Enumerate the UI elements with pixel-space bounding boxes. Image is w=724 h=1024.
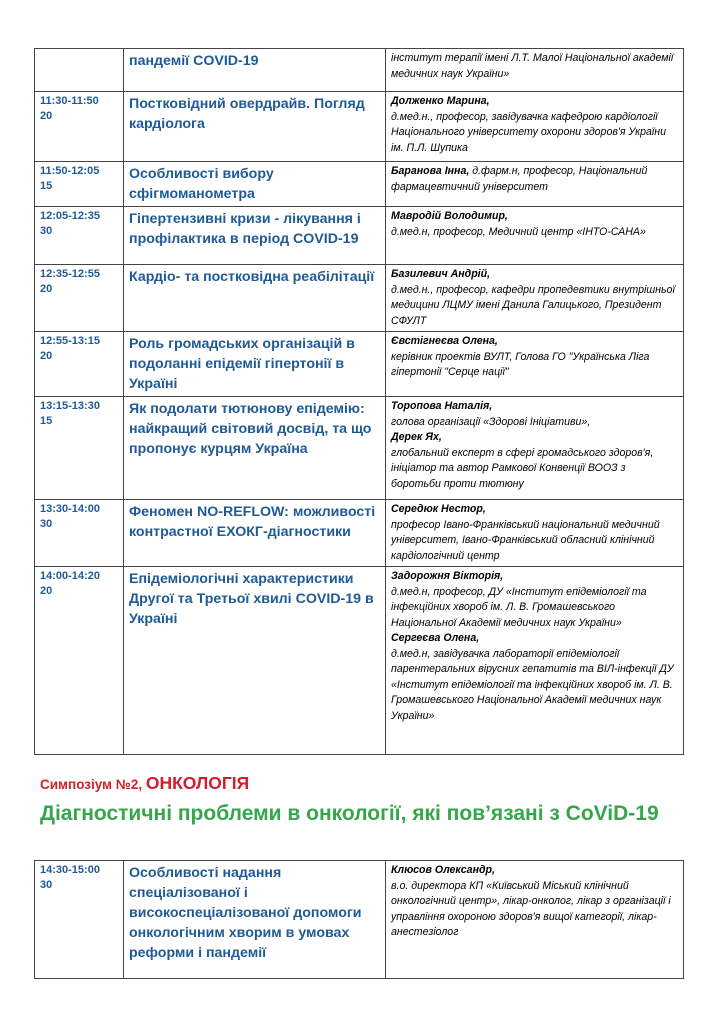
time-range: 14:30-15:00 [40, 864, 100, 876]
duration-minutes: 15 [40, 180, 53, 192]
speaker-name: Долженко Марина, [391, 95, 490, 107]
time-slot [35, 207, 124, 265]
speaker-affiliation: інститут терапії імені Л.Т. Малої Національної академії медичних наук України» [391, 52, 674, 80]
talk-topic: Епідеміологічні характеристики Другої та Третьої хвилі COVID-19 в Україні [124, 567, 386, 755]
duration-minutes: 30 [40, 879, 53, 891]
time-range: 13:15-13:30 [40, 400, 100, 412]
symposium-title: Діагностичні проблеми в онкології, які пов’язані з CoViD-19 [40, 802, 659, 825]
speaker-affiliation: д.мед.н, завідувачка лабораторії епідеміології парентеральних вірусних гепатитів та ВІЛ-інфекції ДУ «Інститут епідеміології та інфекційних хвороб ім. Л. В. Громашевського Національної Академії медичних наук України» [391, 647, 674, 722]
program-table-cardiology [34, 48, 684, 755]
speaker-affiliation: голова організації «Здорові Ініціативи», [391, 415, 591, 428]
time-slot [35, 162, 124, 207]
time-range: 13:30-14:00 [40, 503, 100, 515]
duration-minutes: 20 [40, 585, 53, 597]
speaker-affiliation: д.мед.н, професор, ДУ «Інститут епідеміології та інфекційних хвороб ім. Л. В. Громашевського Національної Академії медичних наук України» [391, 585, 647, 629]
speaker-name: Середюк Нестор, [391, 503, 486, 515]
symposium-label: Симпозіум №2, ОНКОЛОГІЯ [40, 773, 250, 793]
speakers-cell [386, 162, 684, 207]
speaker-name: Клюсов Олександр, [391, 864, 495, 876]
time-slot [35, 861, 124, 979]
program-row [35, 92, 684, 162]
time-range: 12:55-13:15 [40, 335, 100, 347]
speaker [391, 334, 678, 381]
speaker-name: Сергеєва Олена, [391, 632, 480, 644]
speaker [391, 502, 678, 564]
talk-topic: Гіпертензивні кризи - лікування і профілактика в період COVID-19 [124, 207, 386, 265]
speaker-name: Задорожня Вікторія, [391, 570, 504, 582]
talk-topic: Особливості вибору сфігмоманометра [124, 162, 386, 207]
talk-topic: Особливості надання спеціалізованої і високоспеціалізованої допомоги онкологічним хворим в умовах реформи і пандемії [124, 861, 386, 979]
time-slot [35, 92, 124, 162]
speaker-name: Дерек Ях, [391, 431, 442, 443]
speaker [391, 164, 678, 195]
program-row [35, 861, 684, 979]
speaker-name: Базилевич Андрій, [391, 268, 491, 280]
program-row [35, 162, 684, 207]
program-row [35, 49, 684, 92]
talk-topic: пандемії COVID-19 [124, 49, 386, 92]
talk-topic: Постковідний овердрайв. Погляд кардіолога [124, 92, 386, 162]
speaker [391, 51, 678, 82]
speaker-affiliation: керівник проектів ВУЛТ, Голова ГО "Українська Ліга гіпертонії "Серце нації" [391, 350, 650, 378]
symposium-name: ОНКОЛОГІЯ [145, 773, 250, 793]
speaker-name: Торопова Наталія, [391, 400, 493, 412]
duration-minutes: 20 [40, 283, 53, 295]
speaker [391, 430, 678, 492]
speakers-cell [386, 500, 684, 567]
speakers-cell [386, 207, 684, 265]
program-row [35, 207, 684, 265]
talk-topic: Феномен NO-REFLOW: можливості контрастної ЕХОКГ-діагностики [124, 500, 386, 567]
speaker [391, 399, 678, 430]
program-row [35, 567, 684, 755]
program-row [35, 265, 684, 332]
speakers-cell [386, 567, 684, 755]
program-row [35, 397, 684, 500]
speakers-cell [386, 397, 684, 500]
program-row [35, 500, 684, 567]
time-slot [35, 500, 124, 567]
speaker-affiliation: д.мед.н., професор, кафедри пропедевтики внутрішньої медицини ЛЦМУ імені Данила Галицького, Президент СФУЛТ [391, 283, 675, 327]
speaker [391, 94, 678, 156]
duration-minutes: 30 [40, 518, 53, 530]
time-range: 14:00-14:20 [40, 570, 100, 582]
speakers-cell [386, 265, 684, 332]
speaker-affiliation: в.о. директора КП «Київський Міський клінічний онкологічний центр», лікар-онколог, лікар з організації і управління охороною здоров'я вищої категорії, лікар-анестезіолог [391, 879, 671, 938]
program-table-oncology [34, 860, 684, 979]
duration-minutes: 30 [40, 225, 53, 237]
speaker-affiliation: д.фарм.н, професор, Національний фармацевтичний університет [391, 165, 648, 193]
speaker-name: Мавродій Володимир, [391, 210, 508, 222]
speakers-cell [386, 92, 684, 162]
talk-topic: Як подолати тютюнову епідемію: найкращий світовий досвід, та що пропонує курцям Україна [124, 397, 386, 500]
speaker-name: Баранова Інна, [391, 165, 470, 177]
duration-minutes: 20 [40, 350, 53, 362]
speaker [391, 267, 678, 329]
time-slot [35, 49, 124, 92]
time-range: 12:05-12:35 [40, 210, 100, 222]
speaker-affiliation: професор Івано-Франківський національний медичний університет, Івано-Франківський обласний клінічний кардіологічний центр [391, 518, 660, 562]
program-row [35, 332, 684, 397]
talk-topic: Роль громадських організацій в подоланні епідемії гіпертонії в Україні [124, 332, 386, 397]
time-slot [35, 332, 124, 397]
time-slot [35, 567, 124, 755]
time-slot [35, 265, 124, 332]
speaker [391, 569, 678, 631]
time-slot [35, 397, 124, 500]
duration-minutes: 15 [40, 415, 53, 427]
speakers-cell [386, 861, 684, 979]
time-range: 11:50-12:05 [40, 165, 100, 177]
speaker-affiliation: глобальний експерт в сфері громадського здоров'я, ініціатор та автор Рамкової Конвенції ВООЗ з боротьби проти тютюну [391, 446, 654, 490]
speakers-cell [386, 49, 684, 92]
speaker [391, 631, 678, 724]
talk-topic: Кардіо- та постковідна реабілітації [124, 265, 386, 332]
speaker-affiliation: д.мед.н, професор, Медичний центр «ІНТО-САНА» [391, 225, 646, 238]
duration-minutes: 20 [40, 110, 53, 122]
speakers-cell [386, 332, 684, 397]
time-range: 11:30-11:50 [40, 95, 99, 107]
speaker [391, 863, 678, 941]
speaker-affiliation: д.мед.н., професор, завідувачка кафедрою кардіології Національного університету охорони здоров'я України ім. П.Л. Шупика [391, 110, 667, 154]
speaker [391, 209, 678, 240]
speaker-name: Євстігнеєва Олена, [391, 335, 498, 347]
time-range: 12:35-12:55 [40, 268, 100, 280]
